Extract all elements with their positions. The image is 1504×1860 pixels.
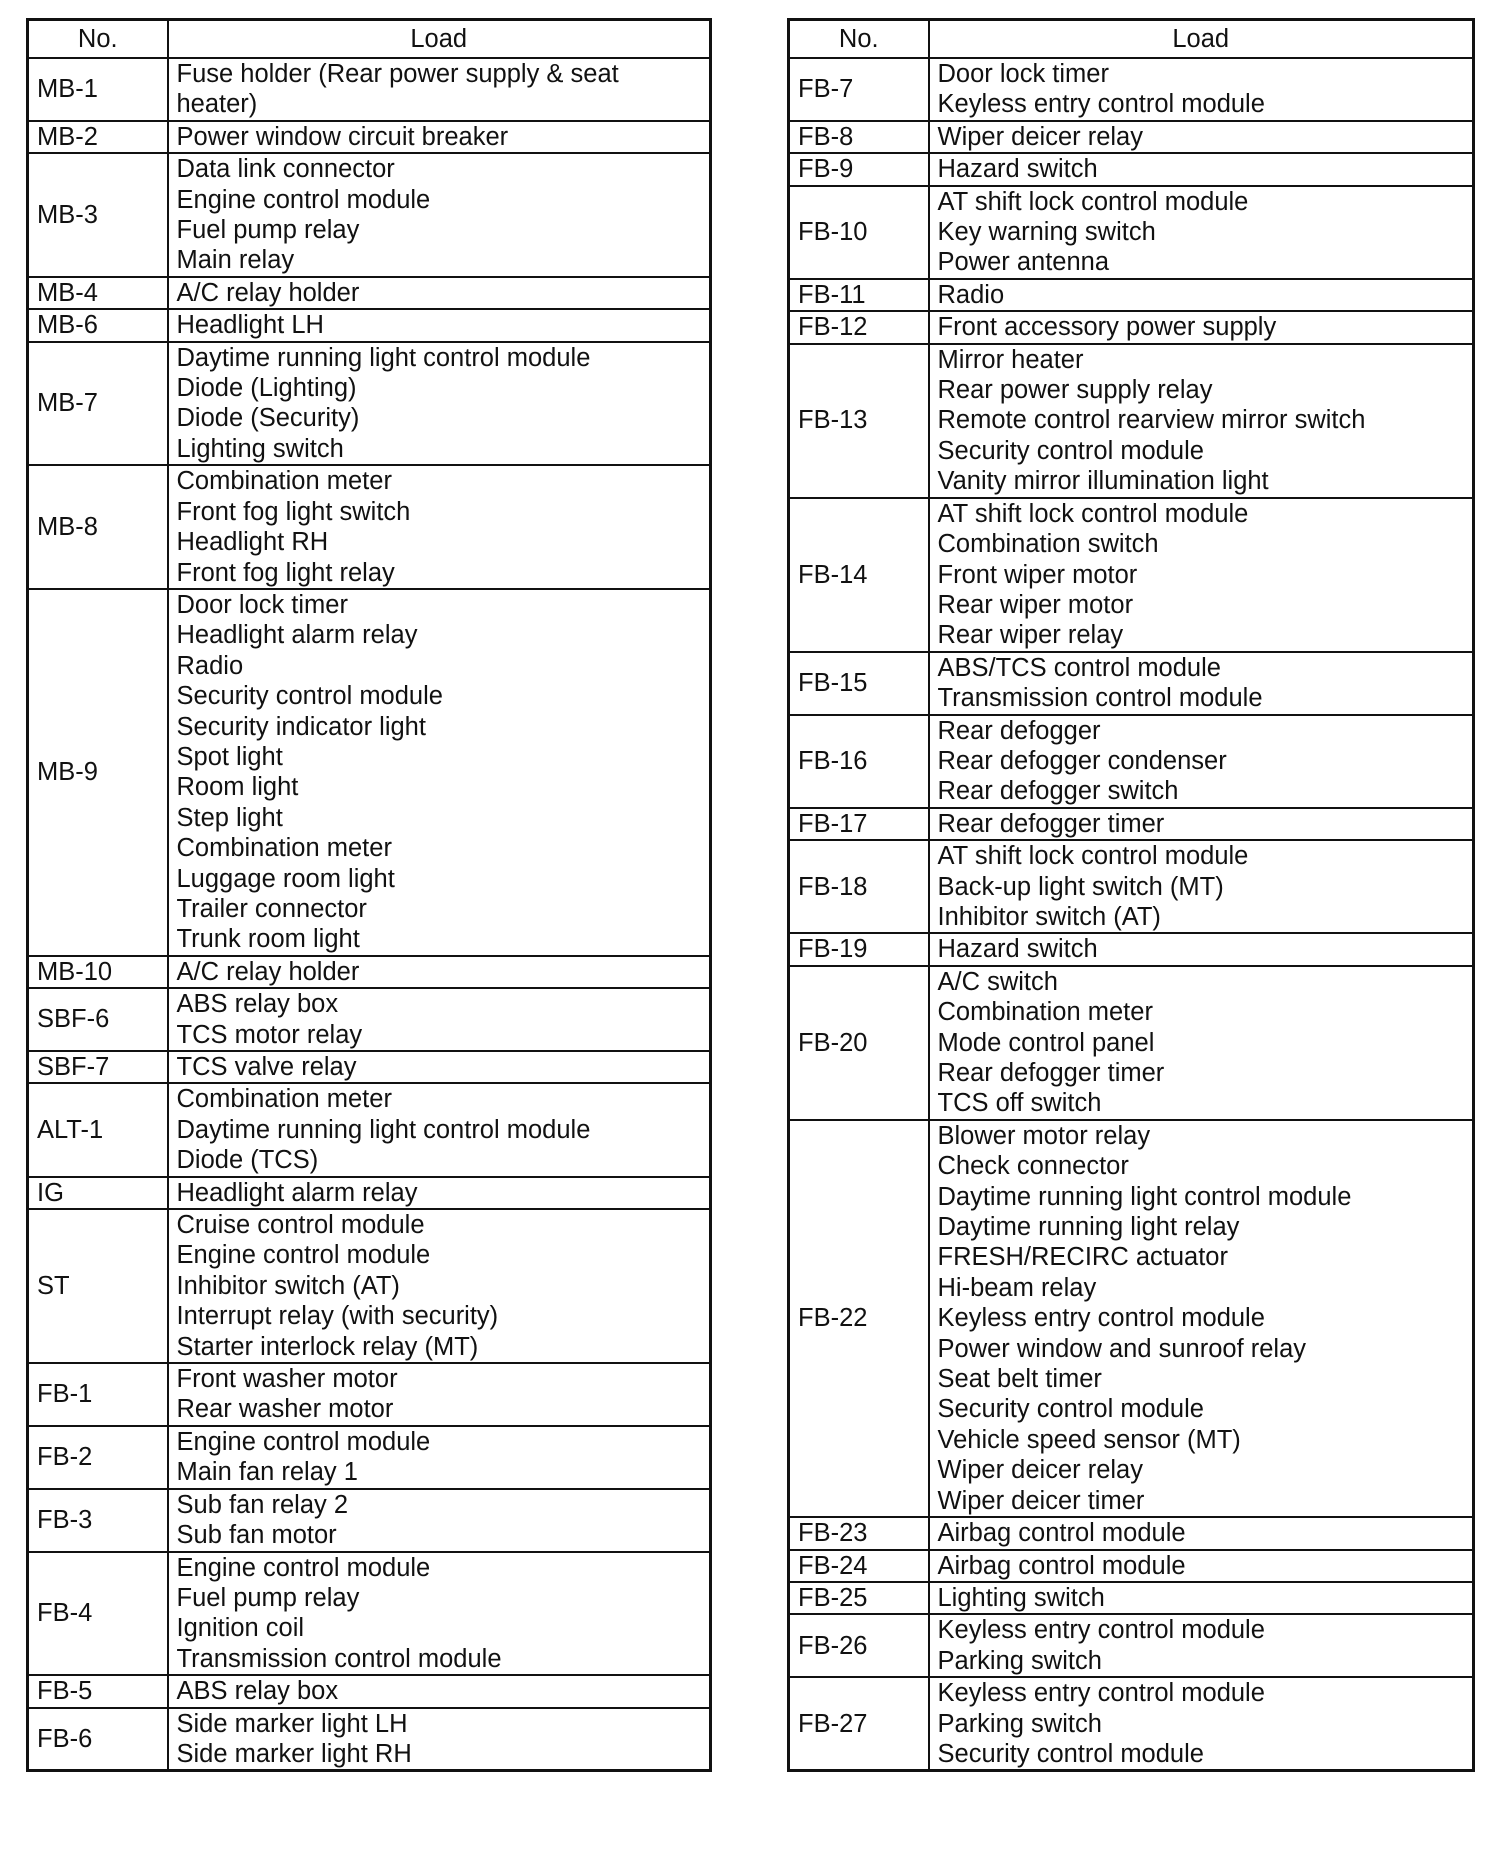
load-cell bbox=[929, 279, 1474, 311]
table-row bbox=[28, 1552, 711, 1676]
fuse-number-cell: FB-4 bbox=[28, 1552, 168, 1676]
load-item: Rear defogger timer bbox=[937, 1059, 1165, 1087]
table-row bbox=[28, 309, 711, 341]
fuse-number-cell: FB-7 bbox=[789, 58, 929, 121]
fuse-number-cell: MB-9 bbox=[28, 589, 168, 956]
table-row bbox=[789, 1517, 1474, 1549]
load-item: Security control module bbox=[937, 436, 1204, 465]
fuse-number-cell: ST bbox=[28, 1209, 168, 1363]
fuse-number-cell: FB-26 bbox=[789, 1614, 929, 1677]
table-row bbox=[789, 933, 1474, 965]
column-header-load: Load bbox=[929, 20, 1474, 59]
load-cell bbox=[168, 277, 711, 309]
load-item: Security control module bbox=[937, 1395, 1204, 1424]
load-item: Hi-beam relay bbox=[937, 1273, 1097, 1302]
load-item: Step light bbox=[176, 803, 283, 832]
load-item: A/C switch bbox=[937, 967, 1058, 996]
table-header-row bbox=[789, 20, 1474, 59]
fuse-number-cell: SBF-7 bbox=[28, 1051, 168, 1083]
load-item: ABS/TCS control module bbox=[937, 653, 1221, 682]
load-item: ABS relay box bbox=[176, 990, 339, 1019]
load-item: Combination meter bbox=[176, 1085, 392, 1114]
load-cell bbox=[929, 498, 1474, 652]
load-item: Airbag control module bbox=[937, 1519, 1186, 1548]
load-item: Wiper deicer timer bbox=[937, 1486, 1145, 1515]
load-cell bbox=[168, 1489, 711, 1552]
load-item: Engine control module bbox=[176, 185, 431, 214]
table-row bbox=[28, 1426, 711, 1489]
fuse-number-cell: MB-3 bbox=[28, 153, 168, 277]
load-item: Keyless entry control module bbox=[937, 90, 1265, 119]
load-cell bbox=[168, 589, 711, 956]
fuse-number-cell: SBF-6 bbox=[28, 988, 168, 1051]
load-item: Front fog light switch bbox=[176, 497, 411, 526]
load-item: Combination meter bbox=[176, 834, 392, 863]
load-item: Rear defogger switch bbox=[937, 777, 1179, 806]
load-cell bbox=[929, 153, 1474, 185]
load-item: Daytime running light relay bbox=[937, 1213, 1240, 1242]
load-item: Parking switch bbox=[937, 1646, 1102, 1675]
table-row bbox=[789, 1582, 1474, 1614]
load-cell bbox=[168, 1051, 711, 1083]
load-item: Engine control module bbox=[176, 1427, 431, 1456]
fuse-number-cell: FB-24 bbox=[789, 1550, 929, 1582]
fuse-number-cell: FB-8 bbox=[789, 121, 929, 153]
fuse-number-cell: MB-8 bbox=[28, 465, 168, 589]
load-item: Remote control rearview mirror switch bbox=[937, 406, 1366, 435]
load-cell bbox=[168, 1708, 711, 1771]
load-item: Rear wiper relay bbox=[937, 621, 1124, 650]
load-item: ABS relay box bbox=[176, 1677, 339, 1706]
load-cell bbox=[168, 1426, 711, 1489]
table-row bbox=[789, 498, 1474, 652]
load-item: Security control module bbox=[937, 1739, 1204, 1768]
load-item: AT shift lock control module bbox=[937, 499, 1249, 528]
fuse-number-cell: FB-25 bbox=[789, 1582, 929, 1614]
load-item: AT shift lock control module bbox=[937, 187, 1249, 216]
load-cell bbox=[929, 652, 1474, 715]
load-cell bbox=[929, 344, 1474, 498]
load-item: Rear wiper motor bbox=[937, 590, 1134, 619]
load-item: Rear defogger condenser bbox=[937, 746, 1227, 775]
load-item: Vehicle speed sensor (MT) bbox=[937, 1425, 1241, 1454]
load-cell bbox=[929, 121, 1474, 153]
fuse-number-cell: FB-14 bbox=[789, 498, 929, 652]
fuse-number-cell: FB-9 bbox=[789, 153, 929, 185]
load-item: Main relay bbox=[176, 246, 295, 275]
table-row bbox=[789, 344, 1474, 498]
fuse-number-cell: FB-15 bbox=[789, 652, 929, 715]
load-item: TCS off switch bbox=[937, 1089, 1102, 1118]
load-item: Daytime running light control module bbox=[176, 1115, 591, 1144]
load-item: Spot light bbox=[176, 742, 283, 771]
load-cell bbox=[168, 1177, 711, 1209]
load-item: Fuel pump relay bbox=[176, 216, 360, 245]
table-row bbox=[789, 1120, 1474, 1517]
fuse-number-cell: FB-1 bbox=[28, 1363, 168, 1426]
load-item: Data link connector bbox=[176, 155, 395, 184]
load-item: Fuse holder (Rear power supply & seat heater) bbox=[176, 60, 619, 119]
table-row bbox=[28, 1489, 711, 1552]
load-item: Lighting switch bbox=[937, 1583, 1105, 1612]
fuse-number-cell: FB-5 bbox=[28, 1675, 168, 1707]
load-item: Sub fan relay 2 bbox=[176, 1490, 349, 1519]
table-row bbox=[789, 121, 1474, 153]
table-row bbox=[28, 1083, 711, 1176]
load-cell bbox=[168, 342, 711, 466]
table-row bbox=[28, 988, 711, 1051]
load-item: Airbag control module bbox=[937, 1551, 1186, 1580]
load-item: Hazard switch bbox=[937, 935, 1098, 964]
load-item: Key warning switch bbox=[937, 218, 1156, 247]
fuse-number-cell: FB-16 bbox=[789, 715, 929, 808]
fuse-number-cell: MB-10 bbox=[28, 956, 168, 988]
fuse-number-cell: IG bbox=[28, 1177, 168, 1209]
table-row bbox=[28, 1209, 711, 1363]
load-cell bbox=[929, 933, 1474, 965]
table-row bbox=[28, 342, 711, 466]
load-item: Luggage room light bbox=[176, 864, 395, 893]
load-item: Daytime running light control module bbox=[937, 1182, 1352, 1211]
table-row bbox=[28, 1363, 711, 1426]
fuse-number-cell: FB-10 bbox=[789, 186, 929, 279]
fuse-load-table-right bbox=[787, 18, 1475, 1772]
load-item: Wiper deicer relay bbox=[937, 1456, 1143, 1485]
table-row bbox=[28, 58, 711, 121]
load-cell bbox=[929, 715, 1474, 808]
load-item: A/C relay holder bbox=[176, 957, 360, 986]
fuse-number-cell: FB-27 bbox=[789, 1677, 929, 1771]
table-row bbox=[28, 956, 711, 988]
load-item: Combination switch bbox=[937, 530, 1159, 559]
fuse-number-cell: FB-18 bbox=[789, 840, 929, 933]
fuse-number-cell: FB-6 bbox=[28, 1708, 168, 1771]
load-cell bbox=[168, 1363, 711, 1426]
fuse-number-cell: MB-7 bbox=[28, 342, 168, 466]
fuse-number-cell: ALT-1 bbox=[28, 1083, 168, 1176]
table-row bbox=[28, 121, 711, 153]
table-row bbox=[789, 840, 1474, 933]
fuse-load-table-left bbox=[26, 18, 712, 1772]
load-item: Parking switch bbox=[937, 1709, 1102, 1738]
load-item: Transmission control module bbox=[176, 1644, 502, 1673]
load-cell bbox=[168, 1083, 711, 1176]
table-body-left bbox=[28, 58, 711, 1771]
fuse-number-cell: FB-22 bbox=[789, 1120, 929, 1517]
load-item: Keyless entry control module bbox=[937, 1616, 1265, 1645]
load-item: Power window circuit breaker bbox=[176, 122, 509, 151]
table-row bbox=[789, 1614, 1474, 1677]
table-row bbox=[789, 58, 1474, 121]
column-header-no: No. bbox=[789, 20, 929, 59]
table-row bbox=[28, 153, 711, 277]
table-row bbox=[789, 652, 1474, 715]
fuse-number-cell: FB-19 bbox=[789, 933, 929, 965]
table-header-row bbox=[28, 20, 711, 59]
table-row bbox=[28, 277, 711, 309]
table-row bbox=[789, 966, 1474, 1120]
load-cell bbox=[929, 840, 1474, 933]
load-item: FRESH/RECIRC actuator bbox=[937, 1243, 1228, 1272]
load-item: Radio bbox=[937, 280, 1005, 309]
load-item: Radio bbox=[176, 651, 244, 680]
load-item: Headlight alarm relay bbox=[176, 1178, 418, 1207]
load-item: Engine control module bbox=[176, 1553, 431, 1582]
load-item: Front wiper motor bbox=[937, 560, 1138, 589]
load-cell bbox=[168, 465, 711, 589]
load-cell bbox=[929, 58, 1474, 121]
fuse-number-cell: FB-17 bbox=[789, 808, 929, 840]
load-item: Inhibitor switch (AT) bbox=[937, 902, 1161, 931]
load-item: AT shift lock control module bbox=[937, 842, 1249, 871]
table-row bbox=[28, 465, 711, 589]
fuse-number-cell: FB-12 bbox=[789, 311, 929, 343]
load-item: Front fog light relay bbox=[176, 558, 395, 587]
load-item: Lighting switch bbox=[176, 434, 344, 463]
load-item: Rear defogger bbox=[937, 716, 1101, 745]
load-item: Main fan relay 1 bbox=[176, 1458, 358, 1487]
load-item: Door lock timer bbox=[937, 60, 1109, 88]
load-item: Combination meter bbox=[937, 998, 1153, 1027]
fuse-number-cell: MB-6 bbox=[28, 309, 168, 341]
load-item: Keyless entry control module bbox=[937, 1679, 1265, 1708]
load-cell bbox=[929, 1677, 1474, 1771]
load-item: TCS motor relay bbox=[176, 1020, 363, 1049]
load-cell bbox=[168, 58, 711, 121]
load-item: Headlight alarm relay bbox=[176, 621, 418, 650]
load-item: Trunk room light bbox=[176, 925, 360, 954]
table-row bbox=[28, 589, 711, 956]
load-cell bbox=[929, 1517, 1474, 1549]
load-item: Rear washer motor bbox=[176, 1395, 394, 1424]
load-item: Cruise control module bbox=[176, 1211, 425, 1240]
fuse-number-cell: MB-1 bbox=[28, 58, 168, 121]
table-row bbox=[28, 1675, 711, 1707]
fuse-number-cell: FB-2 bbox=[28, 1426, 168, 1489]
load-cell bbox=[929, 311, 1474, 343]
load-cell bbox=[929, 1550, 1474, 1582]
table-row bbox=[789, 715, 1474, 808]
table-row bbox=[28, 1051, 711, 1083]
fuse-number-cell: FB-3 bbox=[28, 1489, 168, 1552]
load-item: Hazard switch bbox=[937, 155, 1098, 184]
load-item: Front accessory power supply bbox=[937, 313, 1277, 342]
load-item: Fuel pump relay bbox=[176, 1583, 360, 1612]
load-item: Headlight RH bbox=[176, 528, 329, 557]
load-cell bbox=[168, 153, 711, 277]
load-cell bbox=[929, 1582, 1474, 1614]
load-cell bbox=[168, 1552, 711, 1676]
load-item: Trailer connector bbox=[176, 894, 367, 923]
load-cell bbox=[168, 956, 711, 988]
load-item: Diode (TCS) bbox=[176, 1146, 319, 1175]
fuse-number-cell: MB-2 bbox=[28, 121, 168, 153]
load-item: Front washer motor bbox=[176, 1365, 398, 1394]
load-cell bbox=[168, 988, 711, 1051]
load-cell bbox=[929, 1614, 1474, 1677]
load-item: Diode (Security) bbox=[176, 404, 360, 433]
load-item: Keyless entry control module bbox=[937, 1304, 1265, 1333]
load-item: Check connector bbox=[937, 1152, 1129, 1181]
table-row bbox=[28, 1708, 711, 1771]
load-item: Headlight LH bbox=[176, 311, 324, 340]
load-item: Interrupt relay (with security) bbox=[176, 1302, 499, 1331]
load-cell bbox=[168, 1675, 711, 1707]
load-cell bbox=[168, 309, 711, 341]
fuse-number-cell: FB-20 bbox=[789, 966, 929, 1120]
load-cell bbox=[929, 808, 1474, 840]
load-item: Side marker light RH bbox=[176, 1739, 412, 1768]
table-row bbox=[789, 808, 1474, 840]
table-row bbox=[789, 153, 1474, 185]
load-item: Door lock timer bbox=[176, 590, 348, 619]
load-item: Mirror heater bbox=[937, 345, 1084, 374]
table-row bbox=[28, 1177, 711, 1209]
load-item: Starter interlock relay (MT) bbox=[176, 1332, 479, 1361]
table-body-right bbox=[789, 58, 1474, 1771]
load-item: Vanity mirror illumination light bbox=[937, 467, 1269, 496]
load-item: Engine control module bbox=[176, 1241, 431, 1270]
load-item: Rear power supply relay bbox=[937, 376, 1213, 405]
load-item: Blower motor relay bbox=[937, 1121, 1151, 1150]
load-cell bbox=[929, 1120, 1474, 1517]
load-item: Security indicator light bbox=[176, 712, 426, 741]
table-row bbox=[789, 279, 1474, 311]
load-item: Transmission control module bbox=[937, 684, 1263, 713]
fuse-number-cell: FB-23 bbox=[789, 1517, 929, 1549]
load-cell bbox=[929, 186, 1474, 279]
load-item: Daytime running light control module bbox=[176, 343, 591, 372]
load-item: Side marker light LH bbox=[176, 1709, 408, 1738]
load-item: A/C relay holder bbox=[176, 278, 360, 307]
load-item: Rear defogger timer bbox=[937, 809, 1165, 838]
table-row bbox=[789, 1550, 1474, 1582]
table-row bbox=[789, 311, 1474, 343]
load-item: Seat belt timer bbox=[937, 1365, 1102, 1394]
table-row bbox=[789, 1677, 1474, 1771]
load-item: Ignition coil bbox=[176, 1614, 305, 1643]
load-item: Wiper deicer relay bbox=[937, 122, 1143, 151]
load-item: Sub fan motor bbox=[176, 1521, 337, 1550]
load-item: Combination meter bbox=[176, 467, 392, 496]
load-item: Inhibitor switch (AT) bbox=[176, 1271, 400, 1300]
load-item: Diode (Lighting) bbox=[176, 374, 357, 403]
load-item: Power window and sunroof relay bbox=[937, 1334, 1307, 1363]
fuse-number-cell: FB-13 bbox=[789, 344, 929, 498]
column-header-load: Load bbox=[168, 20, 711, 59]
load-item: Security control module bbox=[176, 682, 443, 711]
load-cell bbox=[929, 966, 1474, 1120]
load-item: Room light bbox=[176, 773, 299, 802]
load-item: Mode control panel bbox=[937, 1028, 1155, 1057]
load-cell bbox=[168, 1209, 711, 1363]
column-header-no: No. bbox=[28, 20, 168, 59]
load-item: Back-up light switch (MT) bbox=[937, 872, 1224, 901]
load-item: Power antenna bbox=[937, 248, 1110, 277]
table-row bbox=[789, 186, 1474, 279]
fuse-number-cell: MB-4 bbox=[28, 277, 168, 309]
load-item: TCS valve relay bbox=[176, 1053, 357, 1081]
load-cell bbox=[168, 121, 711, 153]
fuse-number-cell: FB-11 bbox=[789, 279, 929, 311]
